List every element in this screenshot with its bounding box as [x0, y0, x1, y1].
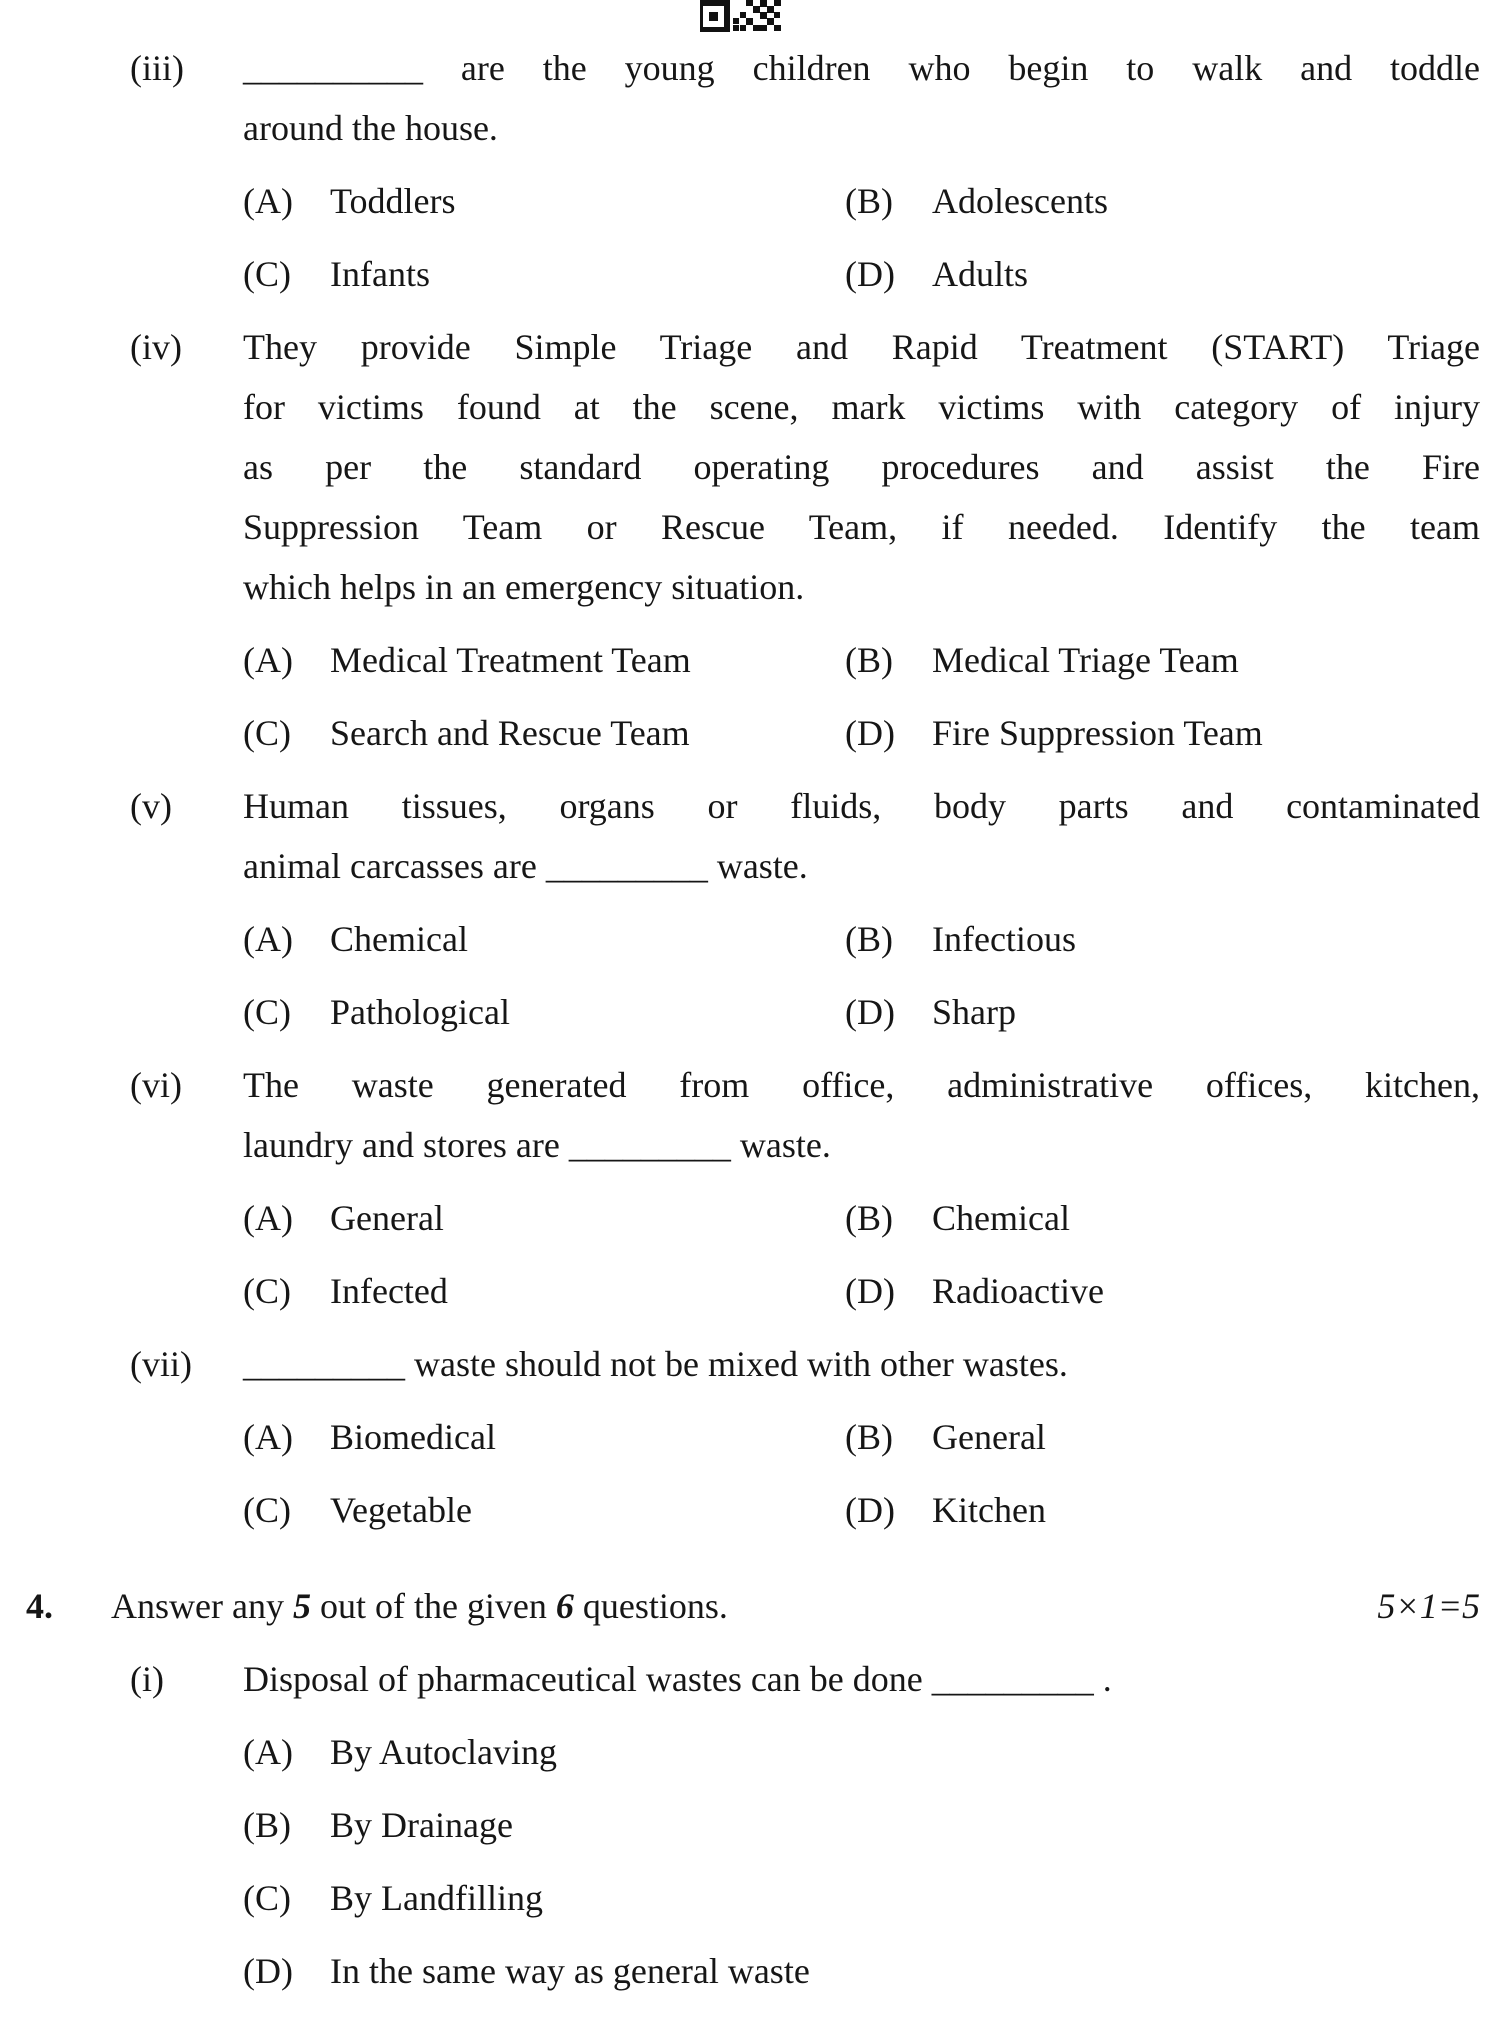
options-row — [243, 909, 1480, 969]
stem-line: which helps in an emergency situation. — [243, 567, 805, 607]
option-label: (D) — [243, 1951, 293, 1991]
option-text: Infected — [330, 1271, 448, 1311]
option-label: (A) — [243, 919, 293, 959]
question-iv — [130, 317, 1480, 763]
option-d — [243, 1941, 1480, 2001]
option-text: By Autoclaving — [330, 1732, 557, 1772]
instruction-text: questions. — [573, 1586, 728, 1626]
stem-line: __________ are the young children who begin to walk and toddle — [243, 48, 1480, 88]
options-row — [243, 1480, 1480, 1540]
option-text: Radioactive — [932, 1271, 1104, 1311]
stem-line: The waste generated from office, administrative offices, kitchen, — [243, 1065, 1480, 1105]
options-row — [243, 1941, 1480, 2001]
option-label: (A) — [243, 181, 293, 221]
option-text: Kitchen — [932, 1490, 1046, 1530]
option-label: (C) — [243, 992, 291, 1032]
option-a — [243, 1407, 845, 1467]
question-vi — [130, 1055, 1480, 1321]
stem-line: They provide Simple Triage and Rapid Treatment (START) Triage — [243, 327, 1480, 367]
question-vii — [130, 1334, 1480, 1540]
option-text: Medical Triage Team — [932, 640, 1239, 680]
option-text: Infants — [330, 254, 430, 294]
question-body — [243, 1055, 1480, 1321]
option-a — [243, 909, 845, 969]
marks-label: 5×1=5 — [1377, 1586, 1480, 1626]
options-row — [243, 1407, 1480, 1467]
question-stem — [243, 38, 1480, 158]
option-c — [243, 1261, 845, 1321]
option-label: (D) — [845, 713, 895, 753]
question-body — [243, 317, 1480, 763]
stem-line: animal carcasses are _________ waste. — [243, 846, 808, 886]
option-text: Biomedical — [330, 1417, 496, 1457]
option-text: Pathological — [330, 992, 510, 1032]
answer-count: 5 — [292, 1586, 311, 1626]
question-body — [243, 1334, 1480, 1540]
option-label: (A) — [243, 1732, 293, 1772]
options-row — [243, 1722, 1480, 1782]
option-label: (C) — [243, 1490, 291, 1530]
options-row — [243, 171, 1480, 231]
option-label: (A) — [243, 640, 293, 680]
option-text: Chemical — [932, 1198, 1070, 1238]
option-label: (B) — [845, 181, 893, 221]
stem-line: Human tissues, organs or fluids, body parts and contaminated — [243, 786, 1480, 826]
option-label: (B) — [845, 919, 893, 959]
option-text: Search and Rescue Team — [330, 713, 690, 753]
option-b — [845, 909, 1480, 969]
options-row — [243, 982, 1480, 1042]
option-c — [243, 1480, 845, 1540]
options-row — [243, 1795, 1480, 1855]
option-label: (D) — [845, 254, 895, 294]
option-d — [845, 982, 1480, 1042]
stem-line: as per the standard operating procedures and assist the Fire — [243, 447, 1480, 487]
option-a — [243, 630, 845, 690]
option-d — [845, 1261, 1480, 1321]
option-text: Vegetable — [330, 1490, 472, 1530]
stem-line: around the house. — [243, 108, 498, 148]
option-label: (C) — [243, 254, 291, 294]
option-text: By Drainage — [330, 1805, 513, 1845]
option-label: (A) — [243, 1417, 293, 1457]
question-number: (vi) — [130, 1065, 182, 1105]
stem-line: Disposal of pharmaceutical wastes can be done _________ . — [243, 1659, 1112, 1699]
option-a — [243, 1188, 845, 1248]
option-text: Sharp — [932, 992, 1016, 1032]
question-iii — [130, 38, 1480, 304]
option-label: (B) — [845, 1198, 893, 1238]
option-label: (D) — [845, 1271, 895, 1311]
question-4-number: 4. — [26, 1586, 53, 1626]
option-label: (B) — [845, 640, 893, 680]
option-label: (C) — [243, 1271, 291, 1311]
option-b — [845, 1188, 1480, 1248]
question-number: (vii) — [130, 1344, 192, 1384]
option-label: (D) — [845, 1490, 895, 1530]
stem-line: _________ waste should not be mixed with other wastes. — [243, 1344, 1068, 1384]
option-b — [845, 630, 1480, 690]
stem-line: laundry and stores are _________ waste. — [243, 1125, 831, 1165]
option-text: Adults — [932, 254, 1029, 294]
option-label: (B) — [243, 1805, 291, 1845]
option-b — [845, 171, 1480, 231]
question-4-i — [130, 1649, 1480, 2001]
question-stem — [243, 1055, 1480, 1175]
options-row — [243, 1188, 1480, 1248]
option-text: Medical Treatment Team — [330, 640, 691, 680]
total-count: 6 — [555, 1586, 574, 1626]
options-row — [243, 1261, 1480, 1321]
option-text: Infectious — [932, 919, 1076, 959]
option-label: (C) — [243, 713, 291, 753]
option-text: Adolescents — [932, 181, 1108, 221]
question-4-header — [26, 1576, 1480, 1636]
option-c — [243, 244, 845, 304]
question-stem — [243, 317, 1480, 617]
option-c — [243, 1868, 1480, 1928]
option-d — [845, 703, 1480, 763]
instruction-text: out of the given — [310, 1586, 556, 1626]
stem-line: for victims found at the scene, mark victims with category of injury — [243, 387, 1480, 427]
option-b — [845, 1407, 1480, 1467]
option-text: General — [330, 1198, 444, 1238]
question-number: (iv) — [130, 327, 182, 367]
qr-code-icon — [700, 0, 782, 32]
option-text: General — [932, 1417, 1046, 1457]
option-b — [243, 1795, 1480, 1855]
option-text: By Landfilling — [330, 1878, 543, 1918]
option-d — [845, 244, 1480, 304]
option-c — [243, 982, 845, 1042]
option-text: Toddlers — [330, 181, 456, 221]
option-label: (A) — [243, 1198, 293, 1238]
question-stem — [243, 1649, 1480, 1709]
stem-line: Suppression Team or Rescue Team, if needed. Identify the team — [243, 507, 1480, 547]
option-label: (B) — [845, 1417, 893, 1457]
option-a — [243, 1722, 1480, 1782]
options-row — [243, 630, 1480, 690]
option-d — [845, 1480, 1480, 1540]
options-row — [243, 1868, 1480, 1928]
option-c — [243, 703, 845, 763]
question-body — [243, 776, 1480, 1042]
question-4-instruction — [111, 1576, 1377, 1636]
option-text: In the same way as general waste — [330, 1951, 810, 1991]
question-stem — [243, 1334, 1480, 1394]
question-v — [130, 776, 1480, 1042]
options-row — [243, 703, 1480, 763]
question-number: (iii) — [130, 48, 184, 88]
option-label: (D) — [845, 992, 895, 1032]
question-number: (v) — [130, 786, 172, 826]
option-a — [243, 171, 845, 231]
question-stem — [243, 776, 1480, 896]
question-number: (i) — [130, 1659, 164, 1699]
option-text: Chemical — [330, 919, 468, 959]
instruction-text: Answer any — [111, 1586, 293, 1626]
options-row — [243, 244, 1480, 304]
question-body — [243, 38, 1480, 304]
option-label: (C) — [243, 1878, 291, 1918]
question-body — [243, 1649, 1480, 2001]
option-text: Fire Suppression Team — [932, 713, 1263, 753]
